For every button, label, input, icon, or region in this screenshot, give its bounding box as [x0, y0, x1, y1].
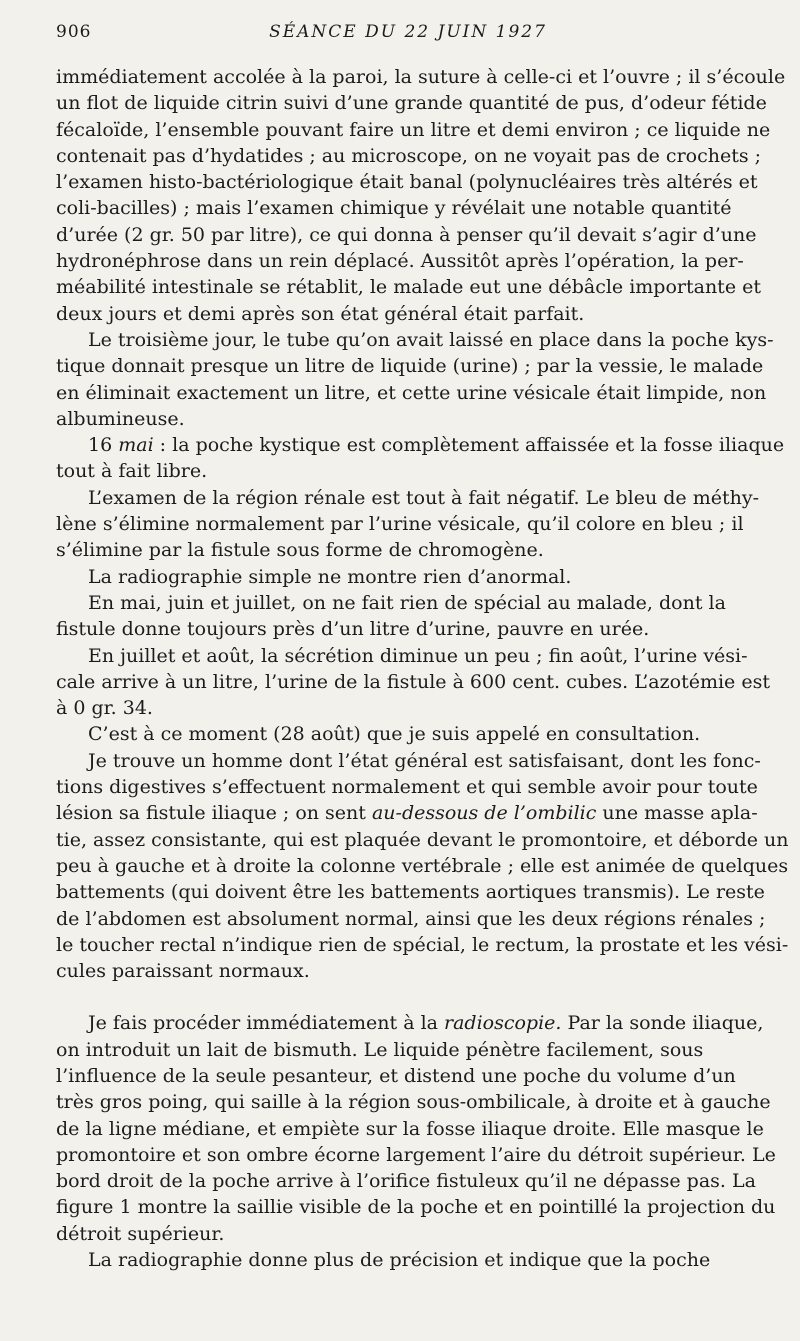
text-line: le toucher rectal n’indique rien de spécial, le rectum, la prostate et les vési-	[56, 933, 789, 956]
text-line: lène s’élimine normalement par l’urine vésicale, qu’il colore en bleu ; il	[56, 513, 744, 536]
text-run: lésion sa fistule iliaque ; on sent	[56, 802, 372, 825]
text-line: battements (qui doivent être les battements aortiques transmis). Le reste	[56, 881, 765, 904]
text-line: figure 1 montre la saillie visible de la poche et en pointillé la projection du	[56, 1196, 776, 1219]
page-number: 906	[56, 22, 92, 42]
text-line: cale arrive à un litre, l’urine de la fistule à 600 cent. cubes. L’azotémie est	[56, 670, 770, 693]
text-line: La radiographie donne plus de précision et indique que la poche	[88, 1249, 711, 1272]
text-line: hydronéphrose dans un rein déplacé. Aussitôt après l’opération, la per-	[56, 250, 744, 273]
header-title: SÉANCE DU 22 JUIN 1927	[269, 22, 547, 42]
italic-run: radioscopie.	[444, 1012, 562, 1035]
text-line: s’élimine par la fistule sous forme de chromogène.	[56, 539, 544, 562]
text-line	[56, 1010, 792, 1036]
text-line: immédiatement accolée à la paroi, la suture à celle-ci et l’ouvre ; il s’écoule	[56, 66, 786, 88]
text-line: en éliminait exactement un litre, et cette urine vésicale était limpide, non	[56, 381, 767, 404]
running-head	[56, 22, 760, 46]
text-line: de l’abdomen est absolument normal, ainsi que les deux régions rénales ;	[56, 907, 766, 930]
text-line: cules paraissant normaux.	[56, 960, 310, 983]
text-run: une masse apla-	[596, 802, 758, 825]
text-line: albumineuse.	[56, 407, 185, 430]
text-line: d’urée (2 gr. 50 par litre), ce qui donna à penser qu’il devait s’agir d’une	[56, 223, 757, 246]
text-line: La radiographie simple ne montre rien d’anormal.	[88, 565, 572, 588]
paragraph-gap	[56, 984, 792, 1010]
italic-run: au-dessous de l’ombilic	[371, 802, 597, 825]
text-line: deux jours et demi après son état général était parfait.	[56, 302, 585, 325]
text-run: Je fais procéder immédiatement à la	[88, 1012, 445, 1035]
text-line: En mai, juin et juillet, on ne fait rien de spécial au malade, dont la	[88, 591, 726, 614]
text-line: promontoire et son ombre écorne largement l’aire du détroit supérieur. Le	[56, 1143, 776, 1166]
text-run: : la poche kystique est complètement affaissée et la fosse iliaque	[153, 434, 785, 457]
text-line: Je trouve un homme dont l’état général est satisfaisant, dont les fonc-	[88, 749, 761, 772]
text-run: 16	[88, 434, 119, 457]
text-line: peu à gauche et à droite la colonne vertébrale ; elle est animée de quelques	[56, 854, 789, 877]
text-line: très gros poing, qui saille à la région sous-ombilicale, à droite et à gauche	[56, 1091, 771, 1114]
text-line: En juillet et août, la sécrétion diminue un peu ; fin août, l’urine vési-	[88, 644, 748, 667]
text-run: Par la sonde iliaque,	[561, 1012, 764, 1035]
text-line: Le troisième jour, le tube qu’on avait laissé en place dans la poche kys-	[88, 328, 774, 351]
text-line: tie, assez consistante, qui est plaquée devant le promontoire, et déborde un	[56, 828, 789, 851]
text-line: fistule donne toujours près d’un litre d’urine, pauvre en urée.	[56, 618, 650, 641]
body-text	[56, 64, 792, 1273]
text-line: fécaloïde, l’ensemble pouvant faire un litre et demi environ ; ce liquide ne	[56, 118, 771, 141]
italic-run: mai	[118, 434, 154, 457]
text-line: à 0 gr. 34.	[56, 697, 153, 720]
text-line: coli-bacilles) ; mais l’examen chimique y révélait une notable quantité	[56, 197, 732, 220]
text-line: tions digestives s’effectuent normalement et qui semble avoir pour toute	[56, 776, 758, 799]
text-line	[56, 800, 792, 826]
text-line: un flot de liquide citrin suivi d’une grande quantité de pus, d’odeur fétide	[56, 92, 767, 115]
text-line: détroit supérieur.	[56, 1222, 225, 1245]
text-line: C’est à ce moment (28 août) que je suis appelé en consultation.	[88, 723, 701, 746]
text-line: contenait pas d’hydatides ; au microscope, on ne voyait pas de crochets ;	[56, 144, 762, 167]
text-line: L’examen de la région rénale est tout à fait négatif. Le bleu de méthy-	[88, 486, 759, 509]
text-line: tique donnait presque un litre de liquide (urine) ; par la vessie, le malade	[56, 355, 764, 378]
text-line	[56, 432, 792, 458]
text-line: l’influence de la seule pesanteur, et distend une poche du volume d’un	[56, 1064, 736, 1087]
text-line: tout à fait libre.	[56, 460, 208, 483]
text-line: méabilité intestinale se rétablit, le malade eut une débâcle importante et	[56, 276, 761, 299]
text-line: l’examen histo-bactériologique était banal (polynucléaires très altérés et	[56, 171, 758, 194]
text-line: on introduit un lait de bismuth. Le liquide pénètre facilement, sous	[56, 1038, 704, 1061]
text-line: de la ligne médiane, et empiète sur la fosse iliaque droite. Elle masque le	[56, 1117, 764, 1140]
text-line: bord droit de la poche arrive à l’orifice fistuleux qu’il ne dépasse pas. La	[56, 1170, 756, 1193]
